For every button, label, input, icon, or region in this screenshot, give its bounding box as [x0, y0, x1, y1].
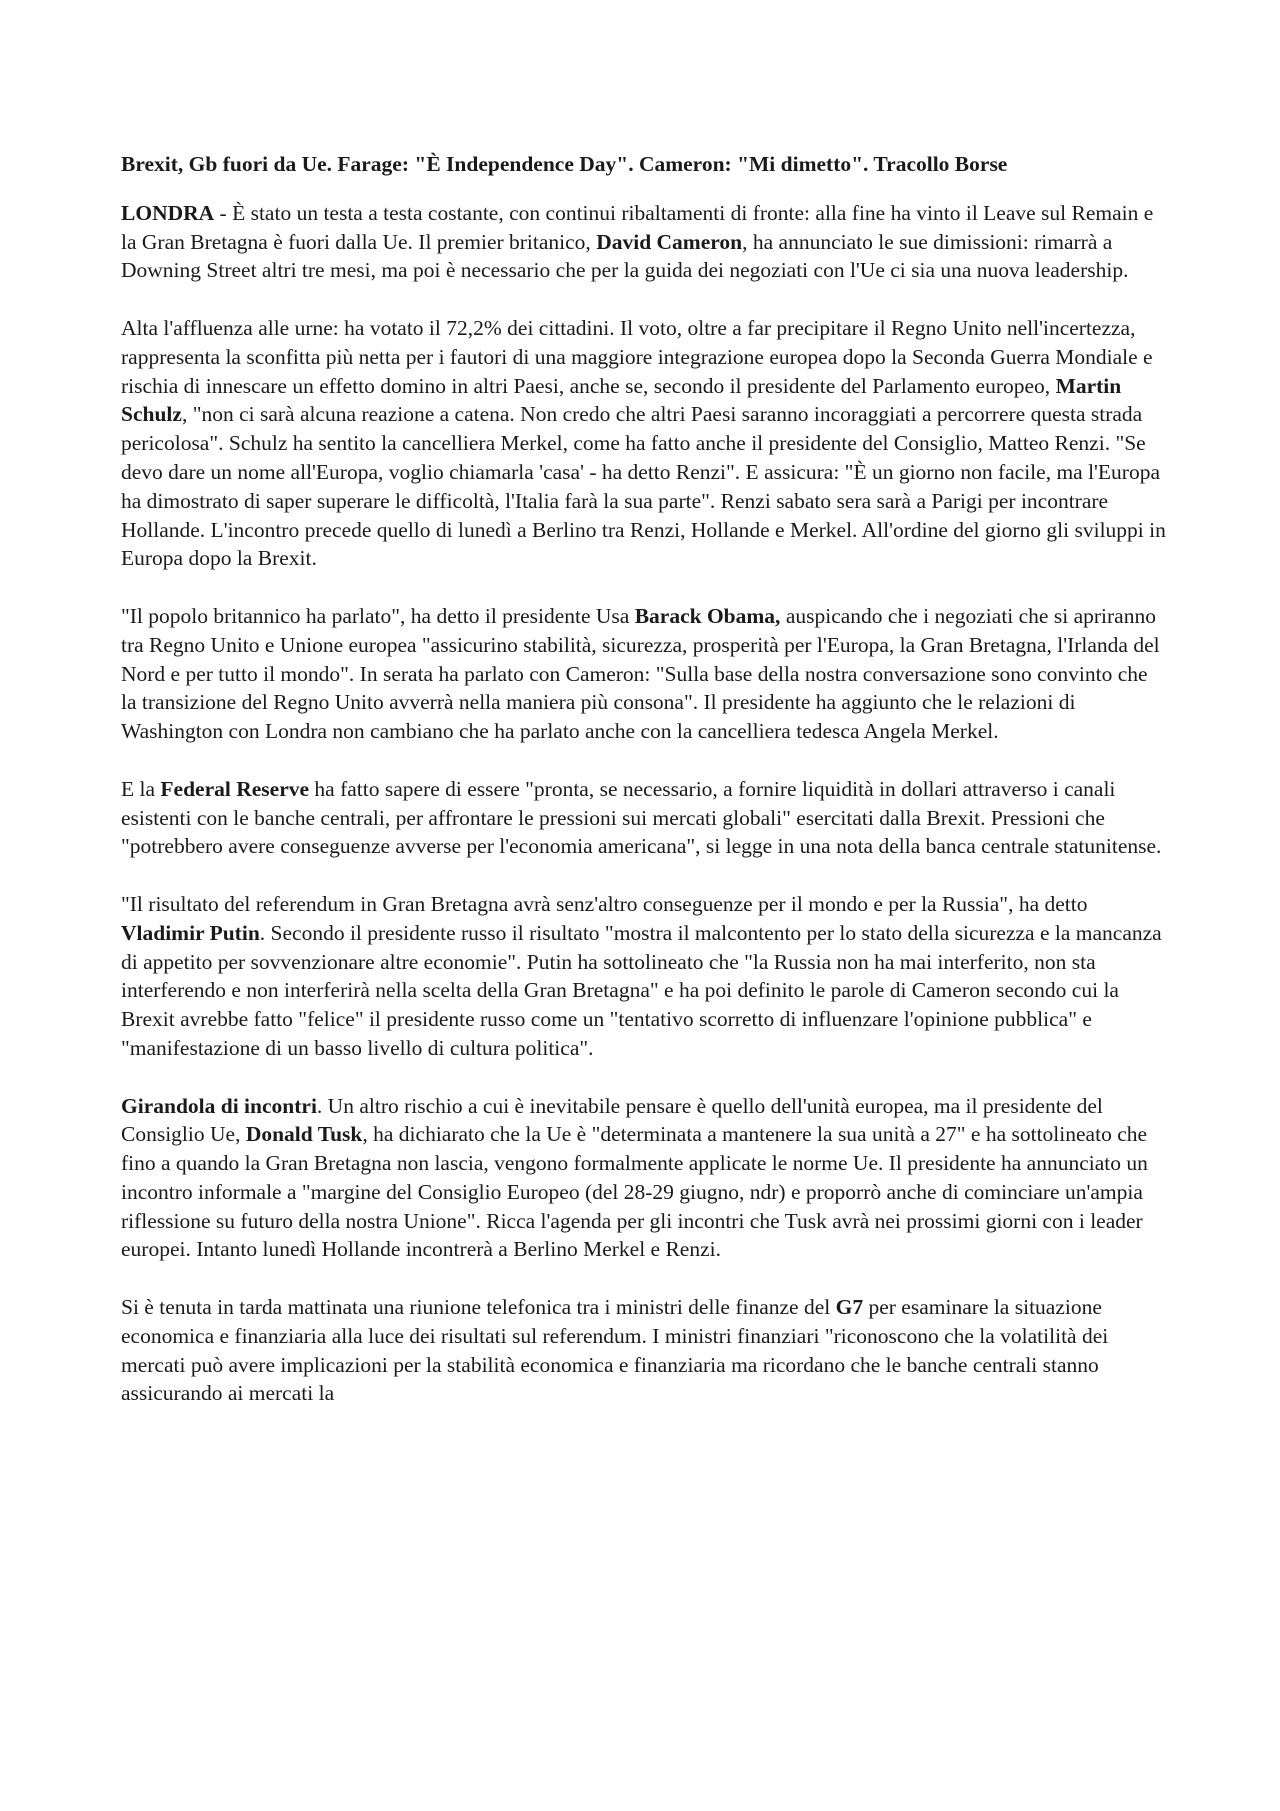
paragraph-1: [121, 199, 1166, 285]
p7-text-2: per esaminare la situazione economica e finanziaria alla luce dei risultati sul referendum. I ministri finanziari "riconoscono che la volatilità dei mercati può avere implicazioni per la stabilità economica e finanziaria ma ricordano che le banche centrali stanno assicurando ai mercati la: [121, 1295, 1109, 1406]
paragraph-3: [121, 602, 1166, 746]
paragraph-6: [121, 1092, 1166, 1265]
p3-bold-1: Barack Obama,: [634, 603, 781, 628]
document-page: [121, 150, 1166, 1437]
p7-text-1: Si è tenuta in tarda mattinata una riunione telefonica tra i ministri delle finanze del: [121, 1295, 836, 1320]
p4-text-1: E la: [121, 776, 161, 801]
p6-bold-1: Donald Tusk: [245, 1122, 363, 1147]
p5-text-2: . Secondo il presidente russo il risultato "mostra il malcontento per lo stato della sicurezza e la mancanza di appetito per sovvenzionare altre economie". Putin ha sottolineato che "la Russia non ha mai interferito, non sta interferendo e non interferirà nella scelta della Gran Bretagna" e ha poi definito le parole di Cameron secondo cui la Brexit avrebbe fatto "felice" il presidente russo come un "tentativo scorretto di influenzare l'opinione pubblica" e "manifestazione di un basso livello di cultura politica".: [121, 920, 1162, 1060]
p1-text-2: , ha annunciato le sue dimissioni: rimarrà a Downing Street altri tre mesi, ma poi è necessario che per la guida dei negoziati con l'Ue ci sia una nuova leadership.: [121, 229, 1129, 283]
p3-text-1: "Il popolo britannico ha parlato", ha detto il presidente Usa: [121, 603, 635, 628]
paragraph-2: [121, 314, 1166, 573]
p1-bold-1: David Cameron: [596, 229, 743, 254]
dateline: LONDRA: [121, 200, 215, 225]
p4-text-2: ha fatto sapere di essere "pronta, se necessario, a fornire liquidità in dollari attraverso i canali esistenti con le banche centrali, per affrontare le pressioni sui mercati globali" esercitati dalla Brexit. Pressioni che "potrebbero avere conseguenze avverse per l'economia americana", si legge in una nota della banca centrale statunitense.: [121, 776, 1162, 859]
p2-text-1: Alta l'affluenza alle urne: ha votato il 72,2% dei cittadini. Il voto, oltre a far precipitare il Regno Unito nell'incertezza, rappresenta la sconfitta più netta per i fautori di una maggiore integrazione europea dopo la Seconda Guerra Mondiale e rischia di innescare un effetto domino in altri Paesi, anche se, secondo il presidente del Parlamento europeo,: [121, 315, 1153, 398]
p2-text-2: , "non ci sarà alcuna reazione a catena. Non credo che altri Paesi saranno incoraggiati a percorrere questa strada pericolosa". Schulz ha sentito la cancelliera Merkel, come ha fatto anche il presidente del Consiglio, Matteo Renzi. "Se devo dare un nome all'Europa, voglio chiamarla 'casa' - ha detto Renzi". E assicura: "È un giorno non facile, ma l'Europa ha dimostrato di saper superare le difficoltà, l'Italia farà la sua parte". Renzi sabato sera sarà a Parigi per incontrare Hollande. L'incontro precede quello di lunedì a Berlino tra Renzi, Hollande e Merkel. All'ordine del giorno gli sviluppi in Europa dopo la Brexit.: [121, 402, 1166, 571]
p2-bold-1: Martin Schulz: [121, 373, 1122, 427]
paragraph-4: [121, 775, 1166, 861]
paragraph-7: [121, 1293, 1166, 1408]
p3-text-2: auspicando che i negoziati che si apriranno tra Regno Unito e Unione europea "assicurino stabilità, sicurezza, prosperità per l'Europa, la Gran Bretagna, l'Irlanda del Nord e per tutto il mondo". In serata ha parlato con Cameron: "Sulla base della nostra conversazione sono convinto che la transizione del Regno Unito avverrà nella maniera più consona". Il presidente ha aggiunto che le relazioni di Washington con Londra non cambiano che ha parlato anche con la cancelliera tedesca Angela Merkel.: [121, 603, 1160, 744]
p7-bold-1: G7: [835, 1295, 864, 1320]
article-title: Brexit, Gb fuori da Ue. Farage: "È Independence Day". Cameron: "Mi dimetto". Tracollo Borse: [121, 152, 1008, 176]
paragraph-5: [121, 890, 1166, 1063]
p5-bold-1: Vladimir Putin: [121, 920, 260, 945]
p6-text-2: , ha dichiarato che la Ue è "determinata a mantenere la sua unità a 27" e ha sottolineato che fino a quando la Gran Bretagna non lascia, vengono formalmente applicate le norme Ue. Il presidente ha annunciato un incontro informale a "margine del Consiglio Europeo (del 28-29 giugno, ndr) e proporrò anche di cominciare un'ampia riflessione su futuro della nostra Unione". Ricca l'agenda per gli incontri che Tusk avrà nei prossimi giorni con i leader europei. Intanto lunedì Hollande incontrerà a Berlino Merkel e Renzi.: [121, 1122, 1148, 1262]
p4-bold-1: Federal Reserve: [160, 776, 310, 801]
section-heading: Girandola di incontri: [121, 1093, 317, 1118]
p5-text-1: "Il risultato del referendum in Gran Bretagna avrà senz'altro conseguenze per il mondo e per la Russia", ha detto: [121, 891, 1088, 916]
p1-text-1: - È stato un testa a testa costante, con continui ribaltamenti di fronte: alla fine ha vinto il Leave sul Remain e la Gran Bretagna è fuori dalla Ue. Il premier britanico,: [121, 200, 1154, 254]
p6-text-1: . Un altro rischio a cui è inevitabile pensare è quello dell'unità europea, ma il presidente del Consiglio Ue,: [121, 1093, 1103, 1147]
